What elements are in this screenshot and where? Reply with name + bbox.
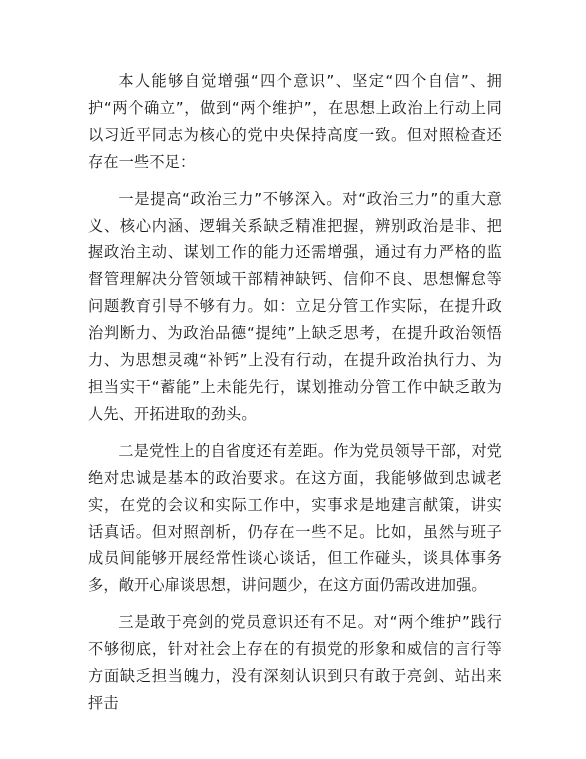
- paragraph-courage: 三是敢于亮剑的党员意识还有不足。对“两个维护”践行不够彻底，针对社会上存在的有损党的形象和威信的言行等方面缺乏担当魄力，没有深刻认识到只有敢于亮剑、站出来抨击: [88, 613, 502, 712]
- paragraph-intro: 本人能够自觉增强“四个意识”、坚定“四个自信”、拥护“两个确立”，做到“两个维护”，在思想上政治上行动上同以习近平同志为核心的党中央保持高度一致。但对照检查还存在一些不足：: [88, 72, 502, 171]
- paragraph-political-capability: 一是提高“政治三力”不够深入。对“政治三力”的重大意义、核心内涵、逻辑关系缺乏精准把握，辨别政治是非、把握政治主动、谋划工作的能力还需增强，通过有力严格的监督管理解决分管领域干部精神缺钙、信仰不良、思想懈怠等问题教育引导不够有力。如：立足分管工作实际，在提升政治判断力、为政治品德“提纯”上缺乏思考，在提升政治领悟力、为思想灵魂“补钙”上没有行动，在提升政治执行力、为担当实干“蓄能”上未能先行，谋划推动分管工作中缺乏敢为人先、开拓进取的劲头。: [88, 189, 502, 423]
- document-body: [88, 68, 502, 717]
- paragraph-party-spirit: 二是党性上的自省度还有差距。作为党员领导干部，对党绝对忠诚是基本的政治要求。在这方面，我能够做到忠诚老实，在党的会议和实际工作中，实事求是地建言献策，讲实话真话。但对照剖析，仍存在一些不足。比如，虽然与班子成员间能够开展经常性谈心谈话，但工作碰头，谈具体事务多，敞开心扉谈思想，讲问题少，在这方面仍需改进加强。: [88, 441, 502, 595]
